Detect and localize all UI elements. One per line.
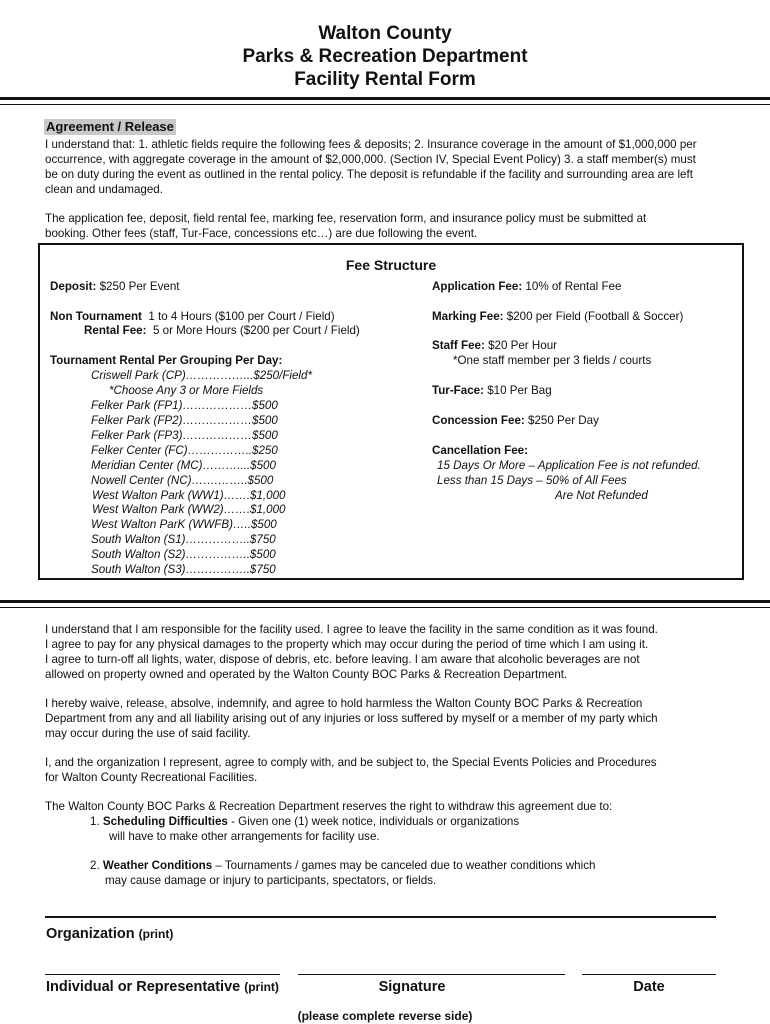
withdraw-item-2-number: 2. bbox=[90, 859, 100, 872]
individual-print-note: (print) bbox=[244, 980, 279, 994]
concession-fee-value: $250 Per Day bbox=[528, 414, 599, 427]
marking-fee-label: Marking Fee: bbox=[432, 310, 504, 323]
reverse-side-note: (please complete reverse side) bbox=[297, 1009, 473, 1023]
withdraw-item-1-continuation: will have to make other arrangements for facility use. bbox=[109, 830, 380, 843]
signature-label: Signature bbox=[378, 979, 446, 995]
terms-paragraph-1-line-1: I understand that I am responsible for the facility used. I agree to leave the facility in the same condition as it was found. bbox=[45, 623, 658, 636]
header-rule-thin bbox=[0, 104, 770, 105]
cancellation-line-1: 15 Days Or More – Application Fee is not refunded. bbox=[437, 459, 701, 472]
rental-fee-value: 5 or More Hours ($200 per Court / Field) bbox=[152, 324, 360, 337]
marking-fee-line bbox=[432, 309, 683, 324]
application-fee-value: 10% of Rental Fee bbox=[525, 280, 622, 293]
tournament-item-fp2: Felker Park (FP2)………………$500 bbox=[91, 414, 278, 427]
rental-fee-line bbox=[84, 323, 360, 338]
form-title-department: Parks & Recreation Department bbox=[242, 46, 528, 67]
tournament-item-s1: South Walton (S1)……………..$750 bbox=[91, 533, 276, 546]
organization-print-note: (print) bbox=[138, 927, 174, 941]
concession-fee-label: Concession Fee: bbox=[432, 414, 525, 427]
application-fee-label: Application Fee: bbox=[432, 280, 523, 293]
cancellation-fee-label: Cancellation Fee: bbox=[432, 444, 528, 457]
terms-paragraph-1-line-2: I agree to pay for any physical damages to the property which may occur during the period of time which I am using it. bbox=[45, 638, 649, 651]
turface-label: Tur-Face: bbox=[432, 384, 484, 397]
organization-field-label bbox=[46, 925, 173, 943]
fee-structure-title: Fee Structure bbox=[345, 257, 437, 273]
deposit-value: $250 Per Event bbox=[99, 280, 180, 293]
agreement-paragraph-1-line-4: clean and undamaged. bbox=[45, 183, 163, 196]
individual-signature-line[interactable] bbox=[45, 974, 280, 975]
non-tournament-value: 1 to 4 Hours ($100 per Court / Field) bbox=[148, 310, 335, 323]
agreement-paragraph-1-line-3: be on duty during the event as outlined in the rental policy. The deposit is refundable if the facility and surrounding area are left bbox=[45, 168, 693, 181]
form-title-county: Walton County bbox=[318, 23, 452, 44]
non-tournament-label: Non Tournament bbox=[50, 310, 142, 323]
tournament-item-wwfb: West Walton ParK (WWFB)…..$500 bbox=[91, 518, 277, 531]
tournament-item-mc: Meridian Center (MC)………....$500 bbox=[91, 459, 276, 472]
cancellation-line-3: Are Not Refunded bbox=[555, 489, 648, 502]
tournament-item-fp3: Felker Park (FP3)………………$500 bbox=[91, 429, 278, 442]
withdraw-item-2-text: – Tournaments / games may be canceled due to weather conditions which bbox=[212, 859, 596, 872]
terms-paragraph-3-line-2: for Walton County Recreational Facilities. bbox=[45, 771, 258, 784]
middle-rule-thick bbox=[0, 600, 770, 603]
terms-paragraph-1-line-3: I agree to turn-off all lights, water, dispose of debris, etc. before leaving. I am aware that alcoholic beverages are not bbox=[45, 653, 640, 666]
withdraw-item-1-text: - Given one (1) week notice, individuals or organizations bbox=[227, 815, 520, 828]
tournament-item-ww2: West Walton Park (WW2)…….$1,000 bbox=[92, 503, 286, 516]
withdraw-item-weather bbox=[90, 858, 595, 873]
agreement-paragraph-1-line-1: I understand that: 1. athletic fields require the following fees & deposits; 2. Insurance coverage in the amount of $1,000,000 per bbox=[45, 138, 697, 151]
tournament-item-nc: Nowell Center (NC)…….……..$500 bbox=[91, 474, 274, 487]
deposit-line bbox=[50, 279, 180, 294]
terms-paragraph-2-line-2: Department from any and all liability arising out of any injuries or loss suffered by myself or a member of my party which bbox=[45, 712, 658, 725]
individual-field-label bbox=[46, 978, 279, 996]
header-rule-thick bbox=[0, 97, 770, 100]
agreement-paragraph-1-line-2: occurrence, with aggregate coverage in the amount of $2,000,000. (Section IV, Special Event Policy) 3. a staff member(s) must bbox=[45, 153, 696, 166]
staff-fee-label: Staff Fee: bbox=[432, 339, 485, 352]
terms-paragraph-1-line-4: allowed on property owned and operated by the Walton County BOC Parks & Recreation Department. bbox=[45, 668, 568, 681]
marking-fee-value: $200 per Field (Football & Soccer) bbox=[506, 310, 684, 323]
staff-fee-line bbox=[432, 338, 557, 353]
staff-fee-value: $20 Per Hour bbox=[488, 339, 558, 352]
staff-fee-note: *One staff member per 3 fields / courts bbox=[453, 354, 652, 367]
tournament-item-s3: South Walton (S3)……………..$750 bbox=[91, 563, 276, 576]
turface-value: $10 Per Bag bbox=[487, 384, 552, 397]
agreement-paragraph-2-line-2: booking. Other fees (staff, Tur-Face, concessions etc…) are due following the event. bbox=[45, 227, 478, 240]
terms-paragraph-2-line-3: may occur during the use of said facility. bbox=[45, 727, 251, 740]
cancellation-line-2: Less than 15 Days – 50% of All Fees bbox=[437, 474, 627, 487]
turface-line bbox=[432, 383, 552, 398]
tournament-item-criswell: Criswell Park (CP)……………...$250/Field* bbox=[91, 369, 312, 382]
withdraw-item-2-title: Weather Conditions bbox=[102, 859, 213, 872]
withdraw-item-2-continuation: may cause damage or injury to participants, spectators, or fields. bbox=[105, 874, 437, 887]
middle-rule-thin bbox=[0, 607, 770, 608]
tournament-item-s2: South Walton (S2)……………..$500 bbox=[91, 548, 276, 561]
rental-fee-label: Rental Fee: bbox=[84, 324, 147, 337]
terms-paragraph-4: The Walton County BOC Parks & Recreation Department reserves the right to withdraw this agreement due to: bbox=[45, 800, 613, 813]
agreement-heading: Agreement / Release bbox=[46, 119, 174, 134]
deposit-label: Deposit: bbox=[50, 280, 97, 293]
tournament-heading: Tournament Rental Per Grouping Per Day: bbox=[50, 354, 283, 367]
terms-paragraph-2-line-1: I hereby waive, release, absolve, indemnify, and agree to hold harmless the Walton County BOC Parks & Recreation bbox=[45, 697, 643, 710]
withdraw-item-1-number: 1. bbox=[90, 815, 100, 828]
signature-line[interactable] bbox=[298, 974, 565, 975]
tournament-item-fp1: Felker Park (FP1)………………$500 bbox=[91, 399, 278, 412]
withdraw-item-1-title: Scheduling Difficulties bbox=[102, 815, 228, 828]
tournament-item-fc: Felker Center (FC)……………..$250 bbox=[91, 444, 278, 457]
agreement-paragraph-2-line-1: The application fee, deposit, field rental fee, marking fee, reservation form, and insurance policy must be submitted at bbox=[45, 212, 647, 225]
terms-paragraph-3-line-1: I, and the organization I represent, agree to comply with, and be subject to, the Special Events Policies and Procedures bbox=[45, 756, 657, 769]
application-fee-line bbox=[432, 279, 621, 294]
individual-label: Individual or Representative bbox=[46, 979, 241, 995]
organization-signature-line[interactable] bbox=[45, 916, 716, 918]
concession-fee-line bbox=[432, 413, 599, 428]
withdraw-item-scheduling bbox=[90, 814, 519, 829]
form-title-form: Facility Rental Form bbox=[294, 69, 476, 90]
non-tournament-line bbox=[50, 309, 335, 324]
date-label: Date bbox=[633, 979, 665, 995]
organization-label: Organization bbox=[46, 926, 135, 942]
date-line[interactable] bbox=[582, 974, 716, 975]
tournament-note-choose-fields: *Choose Any 3 or More Fields bbox=[109, 384, 264, 397]
tournament-item-ww1: West Walton Park (WW1)…….$1,000 bbox=[92, 489, 286, 502]
